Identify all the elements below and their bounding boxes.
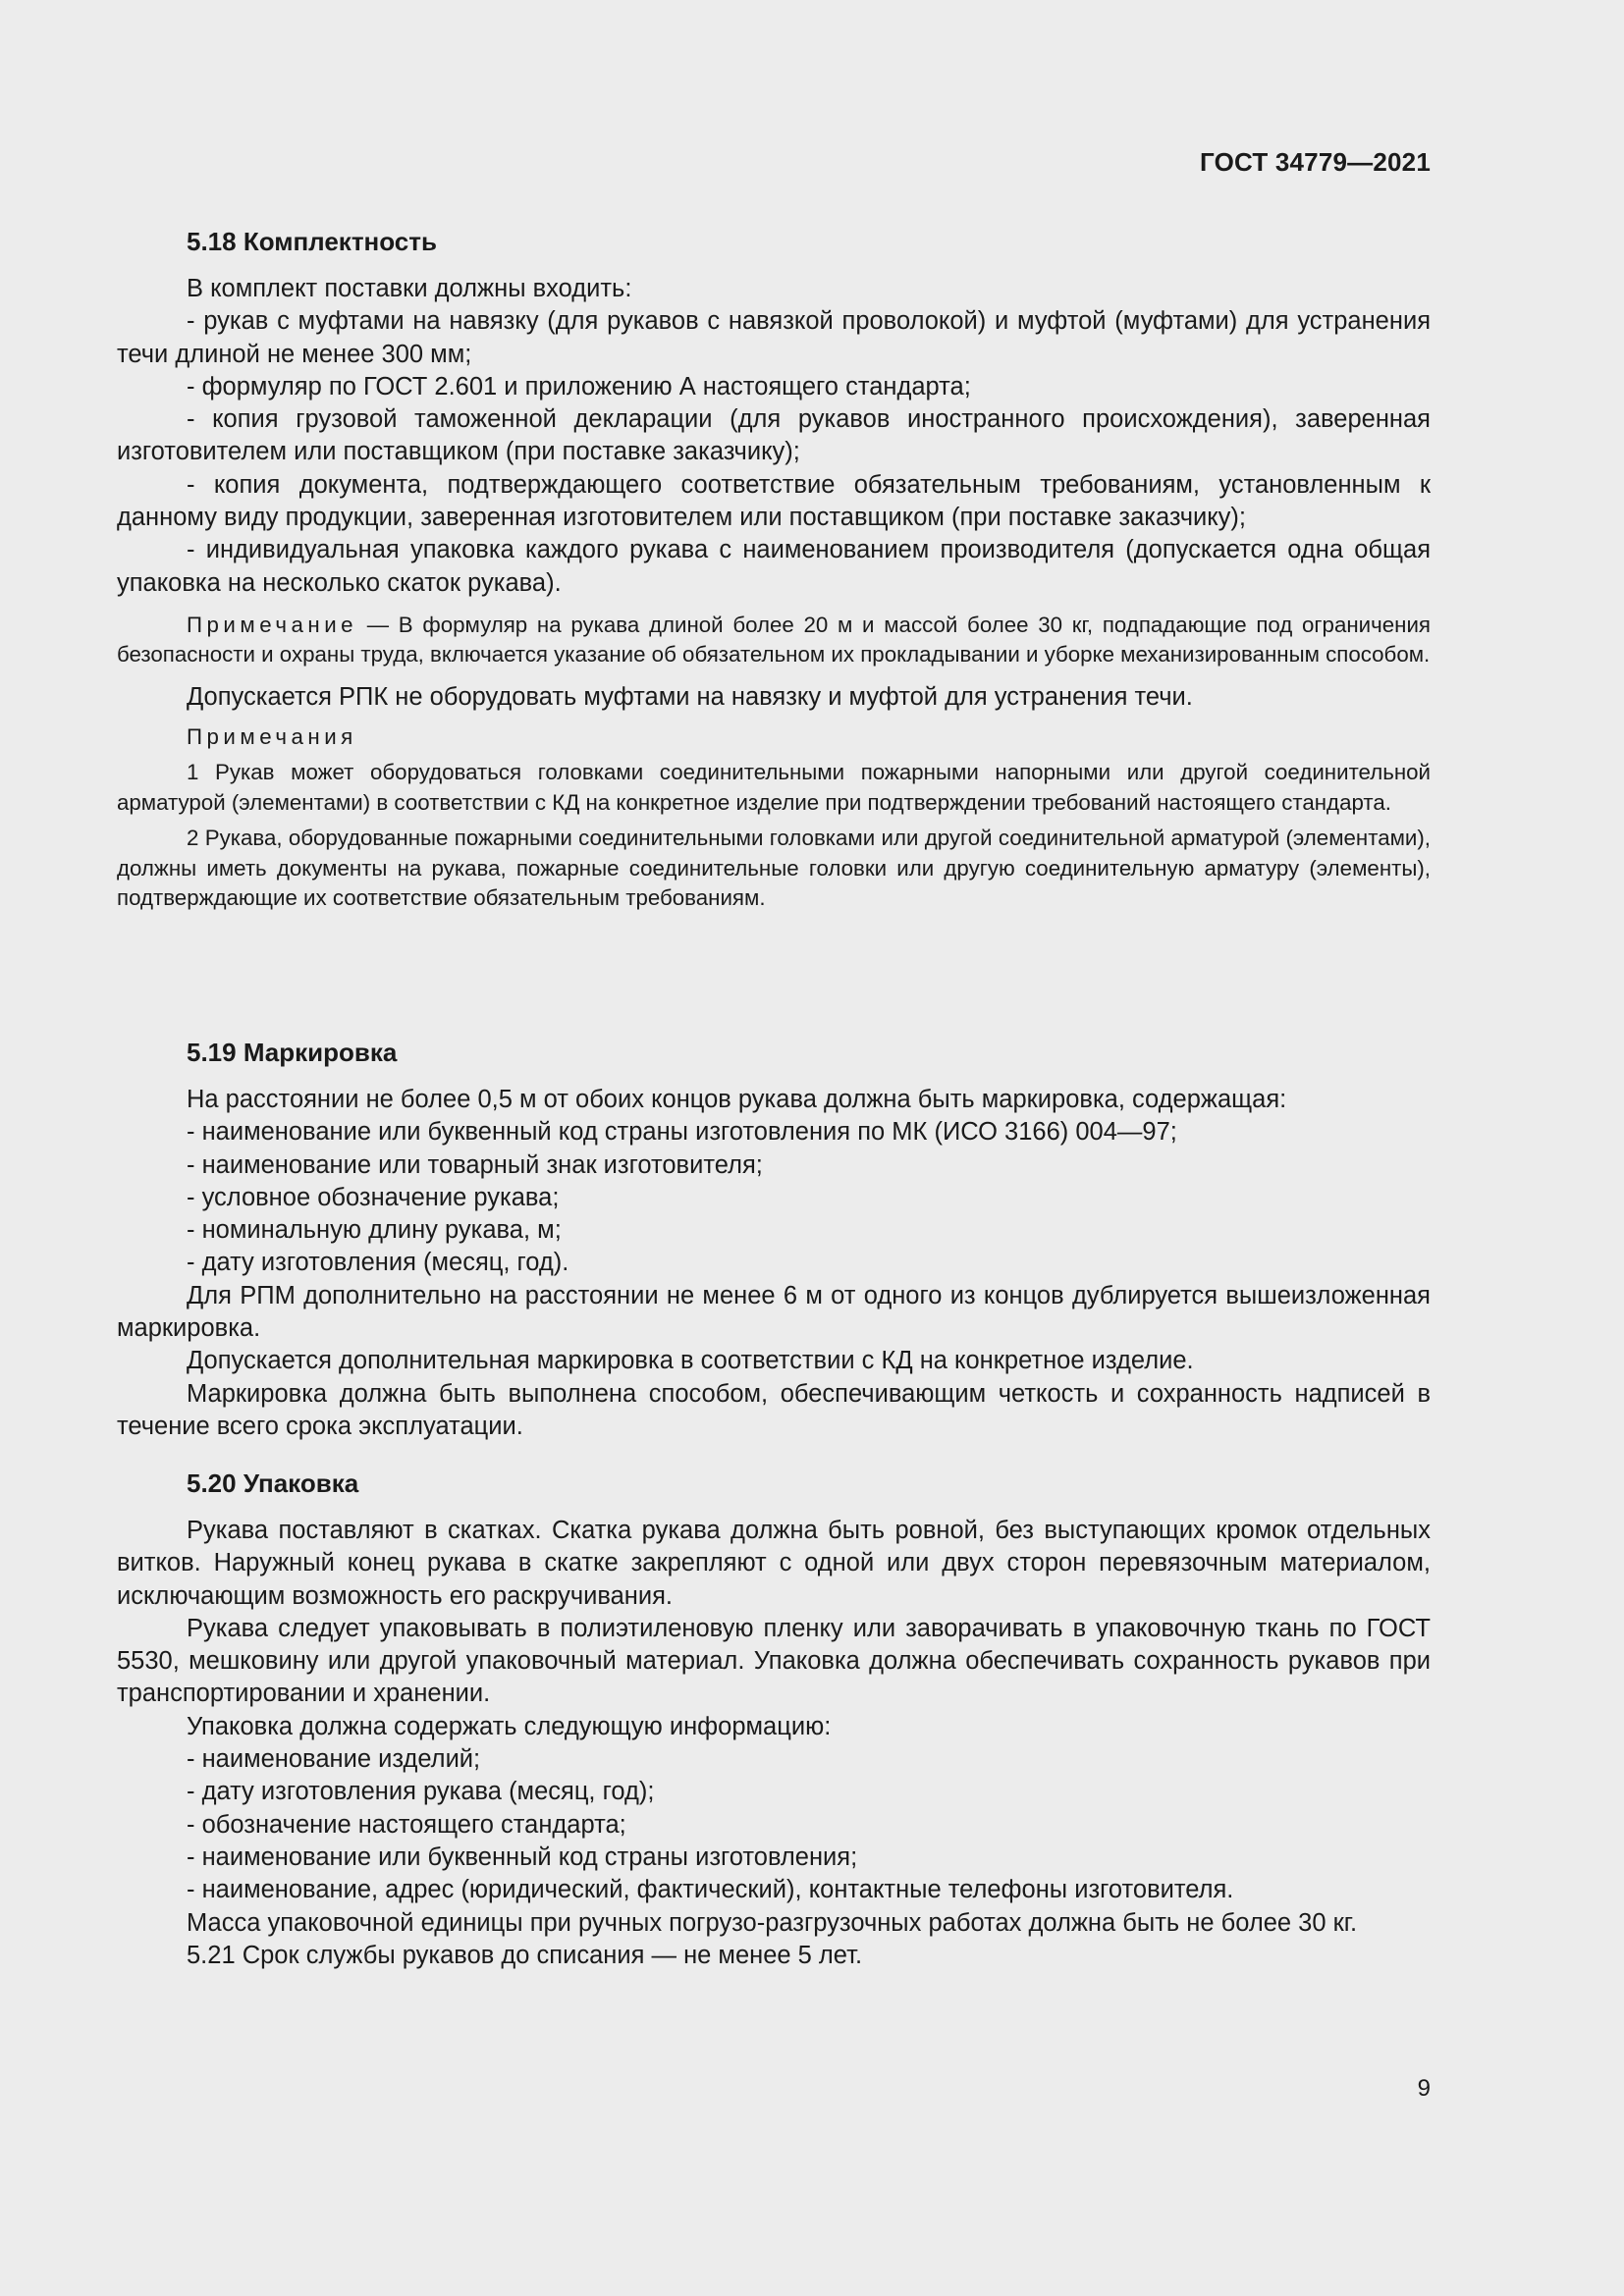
list-item: - номинальную длину рукава, м; <box>187 1216 562 1245</box>
paragraph: Допускается дополнительная маркировка в соответствии с КД на конкретное изделие. <box>187 1347 1194 1375</box>
note-text: — В формуляр на рукава длиной более 20 м и массой более 30 кг, подпадающие под ограничения безопасности и охраны труда, включается указание об обязательном их прокладывании и уборке механизированным способом. <box>117 612 1431 667</box>
list-item: - наименование или буквенный код страны изготовления; <box>187 1842 858 1871</box>
list-item: - дату изготовления рукава (месяц, год); <box>187 1778 655 1806</box>
notes-heading: Примечания <box>187 724 357 750</box>
paragraph: 5.21 Срок службы рукавов до списания — не менее 5 лет. <box>187 1941 863 1969</box>
section-title-5-20: 5.20 Упаковка <box>187 1468 359 1498</box>
paragraph: Маркировка должна быть выполнена способом, обеспечивающим четкость и сохранность надписей в течение всего срока эксплуатации. <box>117 1379 1431 1440</box>
list-item: - наименование или товарный знак изготовителя; <box>187 1150 763 1179</box>
page-number: 9 <box>1417 2075 1431 2102</box>
list-item: - условное обозначение рукава; <box>187 1183 560 1211</box>
section-5-18 <box>117 225 1431 914</box>
section-title-5-18: 5.18 Комплектность <box>187 227 437 256</box>
paragraph: Для РПМ дополнительно на расстоянии не менее 6 м от одного из концов дублируется вышеизложенная маркировка. <box>117 1281 1431 1343</box>
list-item: - копия документа, подтверждающего соответствие обязательным требованиям, установленным к данному виду продукции, заверенная изготовителем или поставщиком (при поставке заказчику); <box>117 470 1431 532</box>
section-5-19 <box>117 1036 1431 1443</box>
paragraph: Допускается РПК не оборудовать муфтами на навязку и муфтой для устранения течи. <box>187 682 1193 711</box>
document-id: ГОСТ 34779—2021 <box>1200 147 1431 177</box>
note <box>117 611 1431 670</box>
paragraph: Масса упаковочной единицы при ручных погрузо-разгрузочных работах должна быть не более 30 кг. <box>187 1908 1358 1937</box>
section-5-20 <box>117 1467 1431 1972</box>
note-label: Примечание <box>187 612 358 637</box>
section-title-5-19: 5.19 Маркировка <box>187 1038 398 1067</box>
paragraph: Рукава следует упаковывать в полиэтиленовую пленку или заворачивать в упаковочную ткань по ГОСТ 5530, мешковину или другой упаковочный материал. Упаковка должна обеспечивать сохранность рукавов при транспортировании и хранении. <box>117 1614 1431 1708</box>
paragraph: В комплект поставки должны входить: <box>187 275 632 302</box>
list-item: - копия грузовой таможенной декларации (для рукавов иностранного происхождения), заверенная изготовителем или поставщиком (при поставке заказчику); <box>117 405 1431 466</box>
list-item: - наименование, адрес (юридический, фактический), контактные телефоны изготовителя. <box>187 1876 1234 1904</box>
list-item: - обозначение настоящего стандарта; <box>187 1810 626 1839</box>
list-item: - рукав с муфтами на навязку (для рукавов с навязкой проволокой) и муфтой (муфтами) для устранения течи длиной не менее 300 мм; <box>117 307 1431 368</box>
list-item: - индивидуальная упаковка каждого рукава с наименованием производителя (допускается одна общая упаковка на несколько скаток рукава). <box>117 536 1431 597</box>
note: 1 Рукав может оборудоваться головками соединительными пожарными напорными или другой соединительной арматурой (элементами) в соответствии с КД на конкретное изделие при подтверждении требований настоящего стандарта. <box>117 760 1431 815</box>
list-item: - формуляр по ГОСТ 2.601 и приложению А настоящего стандарта; <box>187 372 971 400</box>
paragraph: На расстоянии не более 0,5 м от обоих концов рукава должна быть маркировка, содержащая: <box>187 1086 1287 1113</box>
paragraph: Упаковка должна содержать следующую информацию: <box>187 1712 832 1740</box>
paragraph: Рукава поставляют в скатках. Скатка рукава должна быть ровной, без выступающих кромок отдельных витков. Наружный конец рукава в скатке закрепляют с одной или двух сторон перевязочным материалом, исключающим возможность его раскручивания. <box>117 1517 1431 1610</box>
list-item: - дату изготовления (месяц, год). <box>187 1249 569 1277</box>
list-item: - наименование или буквенный код страны изготовления по МК (ИСО 3166) 004—97; <box>187 1118 1177 1147</box>
list-item: - наименование изделий; <box>187 1745 481 1774</box>
note: 2 Рукава, оборудованные пожарными соединительными головками или другой соединительной арматурой (элементами), должны иметь документы на рукава, пожарные соединительные головки или другую соединительную арматуру (элементы), подтверждающие их соответствие обязательным требованиям. <box>117 826 1431 911</box>
